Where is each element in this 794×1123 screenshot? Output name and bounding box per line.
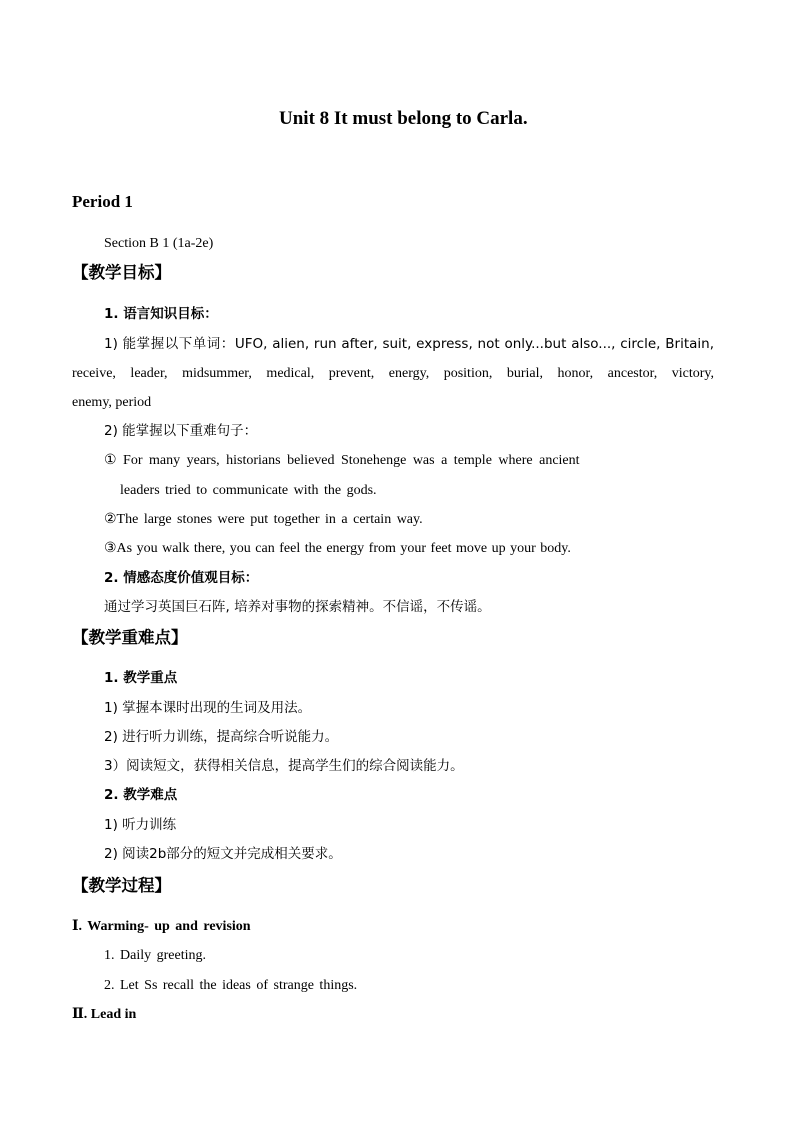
sentence-3: ③As you walk there, you can feel the energy from your feet move up your body. (104, 541, 571, 556)
lead-in-heading: Ⅱ. Lead in (72, 1007, 137, 1022)
vocab-line-3: enemy, period (72, 395, 152, 410)
vocab-line-2: receive, leader, midsummer, medical, prevent, energy, position, burial, honor, ancestor, victory, (72, 366, 714, 381)
sentences-intro: 2) 能掌握以下重难句子： (104, 423, 258, 439)
objectives-heading: 【教学目标】 (72, 263, 171, 282)
vocab-line-1: 1) 能掌握以下单词：UFO, alien, run after, suit, express, not only...but also..., circle, Britain, (104, 336, 714, 352)
teaching-difficulty-heading: 2. 教学难点 (104, 787, 178, 803)
warming-up-heading: Ⅰ. Warming- up and revision (72, 919, 251, 934)
section-label: Section B 1 (1a-2e) (104, 236, 214, 251)
warming-up-item-2: 2. Let Ss recall the ideas of strange things. (104, 978, 358, 993)
period-label: Period 1 (72, 192, 133, 211)
sentence-1-line-2: leaders tried to communicate with the gods. (120, 483, 377, 498)
focus-item-1: 1) 掌握本课时出现的生词及用法。 (104, 700, 312, 716)
sentence-1-line-1: ① For many years, historians believed Stonehenge was a temple where ancient (104, 453, 580, 468)
teaching-focus-heading: 1. 教学重点 (104, 670, 178, 686)
difficulty-item-1: 1) 听力训练 (104, 817, 177, 833)
document-title: Unit 8 It must belong to Carla. (279, 108, 528, 129)
sentence-2: ②The large stones were put together in a certain way. (104, 512, 423, 527)
process-heading: 【教学过程】 (72, 876, 171, 895)
emotion-objective-text: 通过学习英国巨石阵, 培养对事物的探索精神。不信谣，不传谣。 (104, 599, 491, 615)
knowledge-objective-heading: 1. 语言知识目标： (104, 306, 218, 322)
focus-item-3: 3）阅读短文，获得相关信息，提高学生们的综合阅读能力。 (104, 758, 464, 774)
warming-up-item-1: 1. Daily greeting. (104, 948, 206, 963)
focus-item-2: 2) 进行听力训练，提高综合听说能力。 (104, 729, 339, 745)
difficulty-item-2: 2) 阅读2b部分的短文并完成相关要求。 (104, 846, 342, 862)
emotion-objective-heading: 2. 情感态度价值观目标： (104, 570, 259, 586)
key-points-heading: 【教学重难点】 (72, 628, 188, 647)
